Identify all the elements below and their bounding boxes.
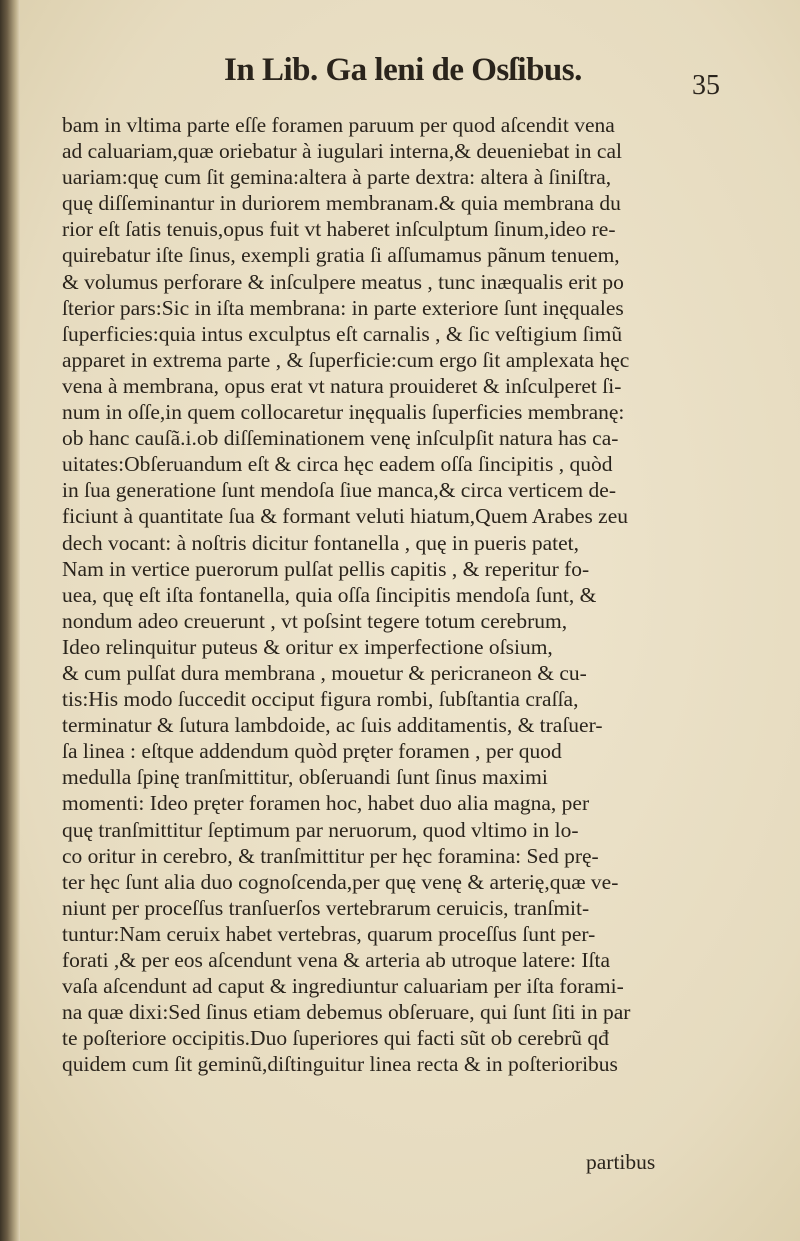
text-line: ad caluariam,quæ oriebatur à iugulari interna,& deueniebat in cal: [62, 139, 622, 164]
text-line: uitates:Obſeruandum eſt & circa hęc eadem oſſa ſincipitis , quòd: [62, 452, 613, 477]
text-line: ficiunt à quantitate ſua & formant veluti hiatum,Quem Arabes zeu: [62, 504, 628, 529]
text-line: medulla ſpinę tranſmittitur, obſeruandi ſunt ſinus maximi: [62, 765, 548, 790]
text-line: co oritur in cerebro, & tranſmittitur per hęc foramina: Sed prę-: [62, 843, 599, 868]
text-line: apparet in extrema parte , & ſuperficie:cum ergo ſit amplexata hęc: [62, 347, 630, 372]
text-line: quę diſſeminantur in duriorem membranam.& quia membrana du: [62, 191, 621, 216]
text-line: rior eſt ſatis tenuis,opus fuit vt haberet inſculptum ſinum,ideo re-: [62, 217, 616, 242]
book-spine: [0, 0, 20, 1241]
text-line: uariam:quę cum ſit gemina:altera à parte dextra: altera à ſiniſtra,: [62, 165, 612, 190]
text-line: momenti: Ideo pręter foramen hoc, habet duo alia magna, per: [62, 791, 590, 816]
page-header: [210, 52, 730, 102]
text-line: Nam in vertice puerorum pulſat pellis capitis , & reperitur fo-: [62, 556, 590, 581]
running-title: In Lib. Ga leni de Osſibus.: [224, 52, 582, 88]
text-line: niunt per proceſſus tranſuerſos vertebrarum ceruicis, tranſmit-: [62, 895, 590, 920]
text-line: & cum pulſat dura membrana , mouetur & pericraneon & cu-: [62, 660, 587, 685]
text-line: ſa linea : eſtque addendum quòd pręter foramen , per quod: [62, 739, 562, 764]
text-line: tuntur:Nam ceruix habet vertebras, quarum proceſſus ſunt per-: [62, 921, 596, 946]
text-line: tis:His modo ſuccedit occiput figura rombi, ſubſtantia craſſa,: [62, 687, 579, 712]
page-number: 35: [692, 70, 720, 101]
text-line: Ideo relinquitur puteus & oritur ex imperfectione oſsium,: [62, 634, 553, 659]
text-line: dech vocant: à noſtris dicitur fontanella , quę in pueris patet,: [62, 530, 580, 555]
text-line: ſterior pars:Sic in iſta membrana: in parte exteriore ſunt inęquales: [62, 295, 624, 320]
text-line: ſuperficies:quia intus exculptus eſt carnalis , & ſic veſtigium ſimũ: [62, 321, 623, 346]
text-line: in ſua generatione ſunt mendoſa ſiue manca,& circa verticem de-: [62, 478, 616, 503]
text-line: & volumus perforare & inſculpere meatus , tunc inæqualis erit po: [62, 269, 624, 294]
text-line: quidem cum ſit geminũ,diſtinguitur linea recta & in poſterioribus: [62, 1052, 618, 1077]
text-line: vaſa aſcendunt ad caput & ingrediuntur caluariam per iſta forami-: [62, 974, 624, 999]
text-line: terminatur & ſutura lambdoide, ac ſuis additamentis, & traſuer-: [62, 713, 603, 738]
text-line: num in oſſe,in quem collocaretur inęqualis ſuperficies membranę:: [62, 400, 625, 425]
catchword: partibus: [586, 1150, 656, 1174]
text-line: nondum adeo creuerunt , vt poſsint tegere totum cerebrum,: [62, 608, 568, 633]
text-line: uea, quę eſt iſta fontanella, quia oſſa ſincipitis mendoſa ſunt, &: [62, 582, 597, 607]
text-line: quę tranſmittitur ſeptimum par neruorum, quod vltimo in lo-: [62, 817, 579, 842]
text-line: ob hanc cauſã.i.ob diſſeminationem venę inſculpſit natura has ca-: [62, 426, 619, 451]
text-line: vena à membrana, opus erat vt natura prouideret & inſculperet ſi-: [62, 373, 622, 398]
text-line: te poſteriore occipitis.Duo ſuperiores qui facti sũt ob cerebrũ qđ: [62, 1026, 609, 1051]
text-line: ter hęc ſunt alia duo cognoſcenda,per quę venę & arterię,quæ ve-: [62, 869, 619, 894]
text-line: bam in vltima parte eſſe foramen paruum per quod aſcendit vena: [62, 113, 615, 137]
text-line: forati ,& per eos aſcendunt vena & arteria ab utroque latere: Iſta: [62, 948, 610, 972]
body-text: [62, 112, 712, 1077]
text-line: quirebatur iſte ſinus, exempli gratia ſi aſſumamus pãnum tenuem,: [62, 243, 620, 268]
text-line: na quæ dixi:Sed ſinus etiam debemus obſeruare, qui ſunt ſiti in par: [62, 1000, 631, 1025]
